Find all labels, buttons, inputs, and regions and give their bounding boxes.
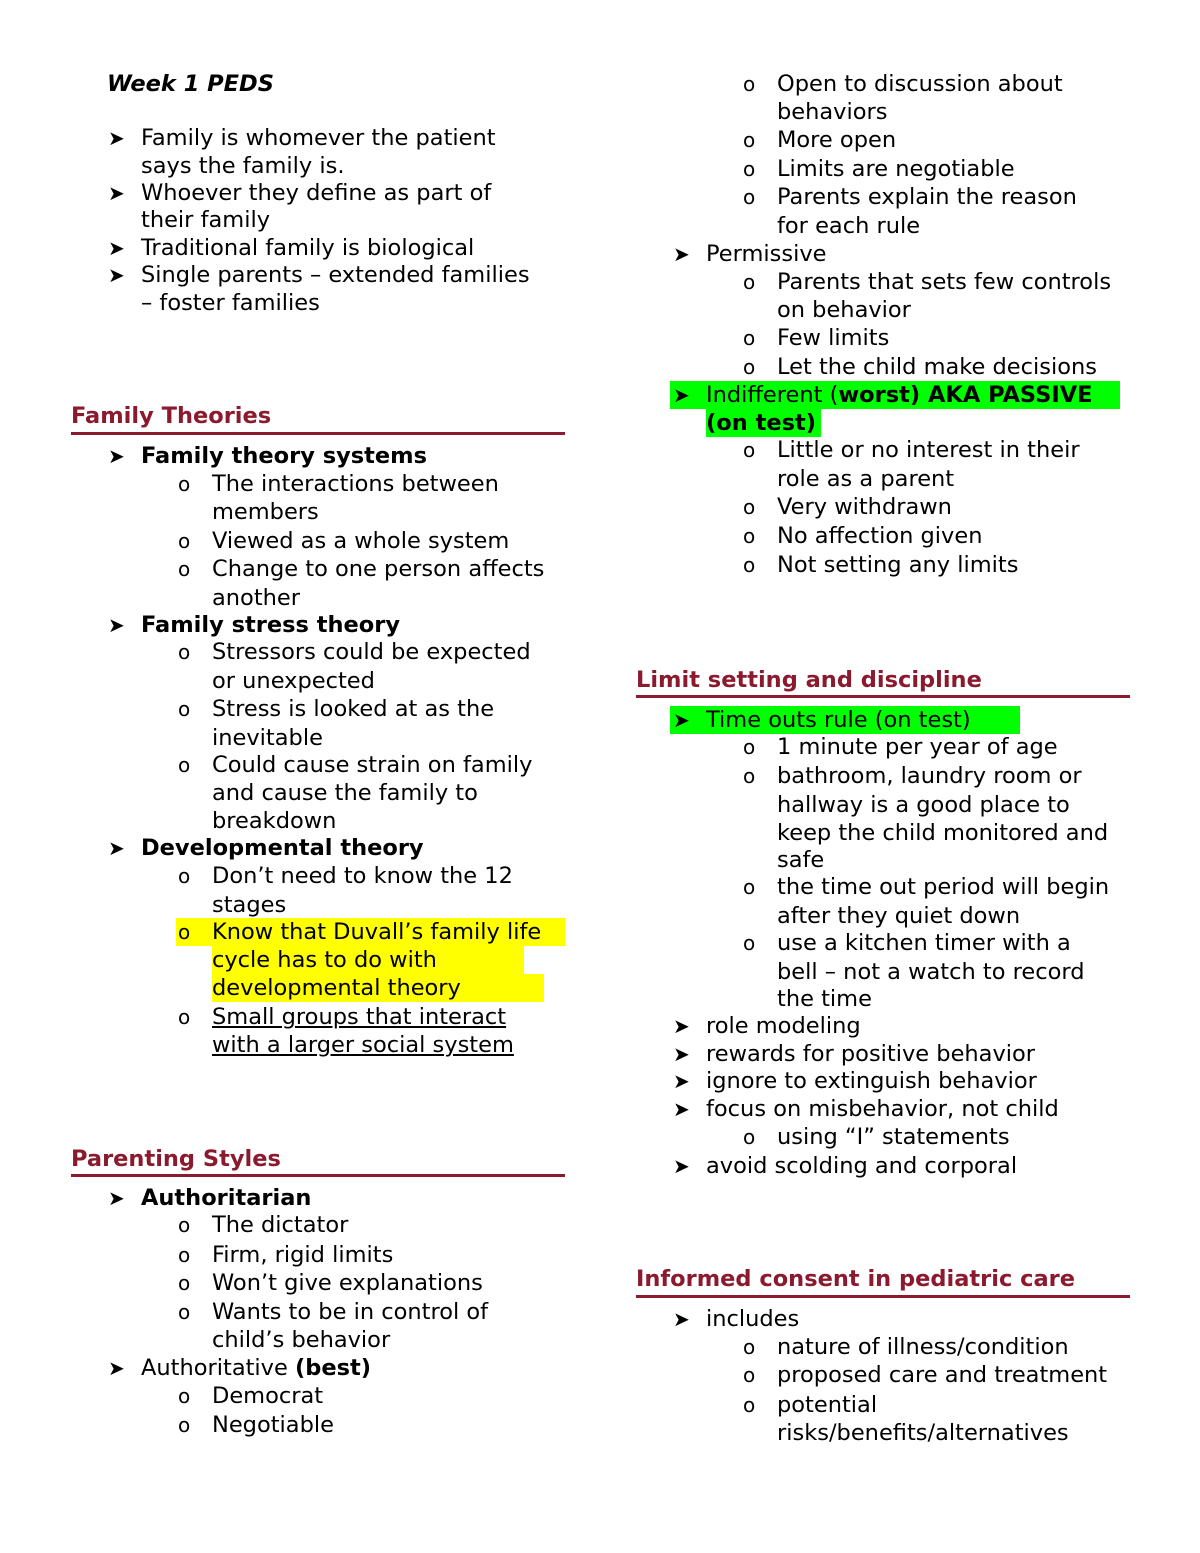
sub-item: Little or no interest in their [777,437,1080,463]
circle-bullet-icon: o [743,326,756,350]
sub-item: No affection given [777,523,983,549]
circle-bullet-icon: o [178,753,191,777]
sub-item-underlined: Small groups that interact [212,1004,507,1030]
sub-item: nature of illness/condition [777,1334,1069,1360]
sub-item: Parents that sets few controls [777,269,1112,295]
list-item: Single parents – extended families [141,262,530,288]
sub-item-cont: on behavior [777,297,911,323]
arrow-bullet-icon: ➤ [673,383,690,407]
sub-item-cont: hallway is a good place to [777,792,1070,818]
list-item: rewards for positive behavior [706,1041,1036,1067]
arrow-bullet-icon: ➤ [673,708,690,732]
list-item: focus on misbehavior, not child [706,1096,1059,1122]
sub-item: Stress is looked at as the [212,696,495,722]
arrow-bullet-icon: ➤ [673,1069,690,1093]
sub-item-cont: for each rule [777,213,921,239]
arrow-bullet-icon: ➤ [108,613,125,637]
circle-bullet-icon: o [178,1300,191,1324]
sub-item-cont: breakdown [212,808,337,834]
circle-bullet-icon: o [178,640,191,664]
list-item [141,1354,371,1382]
heading-rule [636,1295,1130,1298]
sub-item: Don’t need to know the 12 [212,863,513,889]
list-item: ignore to extinguish behavior [706,1068,1037,1094]
list-item-cont: their family [141,207,271,233]
list-item-label: Authoritative [141,1355,295,1381]
circle-bullet-icon: o [178,697,191,721]
list-item: Permissive [706,241,827,267]
circle-bullet-icon: o [743,128,756,152]
circle-bullet-icon: o [743,438,756,462]
sub-item-cont: the time [777,986,872,1012]
list-item: role modeling [706,1013,861,1039]
arrow-bullet-icon: ➤ [108,126,125,150]
circle-bullet-icon: o [178,1413,191,1437]
circle-bullet-icon: o [743,1393,756,1417]
list-item-emphasis: worst) AKA PASSIVE [838,382,1093,408]
sub-item-cont: or unexpected [212,668,375,694]
circle-bullet-icon: o [743,157,756,181]
sub-item-highlighted: Know that Duvall’s family life [212,919,542,945]
sub-item-cont: with a larger social system [212,1032,514,1058]
section-heading-family-theories: Family Theories [71,403,272,429]
sub-item-cont: after they quiet down [777,903,1021,929]
sub-item-cont: risks/benefits/alternatives [777,1420,1069,1446]
list-item: avoid scolding and corporal [706,1153,1018,1179]
sub-item: More open [777,127,897,153]
arrow-bullet-icon: ➤ [673,1154,690,1178]
circle-bullet-icon: o [743,72,756,96]
circle-bullet-icon: o [743,270,756,294]
arrow-bullet-icon: ➤ [673,242,690,266]
arrow-bullet-icon: ➤ [108,836,125,860]
sub-item: Democrat [212,1383,324,1409]
circle-bullet-icon: o [743,553,756,577]
sub-item: bathroom, laundry room or [777,763,1082,789]
sub-item-cont: cycle has to do with [212,947,437,973]
section-heading-informed-consent: Informed consent in pediatric care [636,1266,1075,1292]
sub-item-cont: bell – not a watch to record [777,959,1085,985]
arrow-bullet-icon: ➤ [673,1307,690,1331]
sub-item: Not setting any limits [777,552,1019,578]
circle-bullet-icon: o [743,931,756,955]
circle-bullet-icon: o [743,764,756,788]
circle-bullet-icon: o [743,875,756,899]
circle-bullet-icon: o [178,920,191,944]
heading-rule [636,695,1130,698]
list-item-label: Indifferent ( [706,382,839,408]
sub-item: Parents explain the reason [777,184,1077,210]
sub-item: Change to one person affects [212,556,545,582]
section-heading-limit-setting: Limit setting and discipline [636,667,982,693]
arrow-bullet-icon: ➤ [108,236,125,260]
sub-item-cont: developmental theory [212,975,461,1001]
circle-bullet-icon: o [743,1125,756,1149]
sub-item-cont: keep the child monitored and [777,820,1109,846]
arrow-bullet-icon: ➤ [673,1097,690,1121]
list-item-highlighted [706,381,1092,409]
sub-item: Very withdrawn [777,494,952,520]
arrow-bullet-icon: ➤ [108,1186,125,1210]
list-item-cont: – foster families [141,290,320,316]
sub-item: 1 minute per year of age [777,734,1058,760]
sub-item: potential [777,1392,878,1418]
list-item: includes [706,1306,800,1332]
sub-item: Open to discussion about [777,71,1063,97]
list-item: Authoritarian [141,1185,312,1211]
arrow-bullet-icon: ➤ [673,1042,690,1066]
list-item: Family theory systems [141,443,427,469]
circle-bullet-icon: o [743,524,756,548]
circle-bullet-icon: o [178,1243,191,1267]
sub-item: Limits are negotiable [777,156,1015,182]
sub-item: Firm, rigid limits [212,1242,394,1268]
list-item: Family stress theory [141,612,400,638]
sub-item: proposed care and treatment [777,1362,1108,1388]
circle-bullet-icon: o [178,529,191,553]
arrow-bullet-icon: ➤ [673,1014,690,1038]
arrow-bullet-icon: ➤ [108,263,125,287]
circle-bullet-icon: o [743,495,756,519]
circle-bullet-icon: o [178,864,191,888]
sub-item-cont: child’s behavior [212,1327,391,1353]
sub-item: Few limits [777,325,890,351]
list-item-highlighted: Time outs rule (on test) [706,707,971,733]
sub-item: Negotiable [212,1412,334,1438]
circle-bullet-icon: o [178,1271,191,1295]
section-heading-parenting-styles: Parenting Styles [71,1146,281,1172]
sub-item: Let the child make decisions [777,354,1097,380]
sub-item-cont: stages [212,892,287,918]
sub-item: The interactions between [212,471,499,497]
circle-bullet-icon: o [178,1213,191,1237]
sub-item: Stressors could be expected [212,639,531,665]
circle-bullet-icon: o [178,557,191,581]
sub-item-cont: another [212,585,300,611]
arrow-bullet-icon: ➤ [108,444,125,468]
sub-item-cont: safe [777,847,825,873]
circle-bullet-icon: o [743,735,756,759]
circle-bullet-icon: o [178,1005,191,1029]
list-item-cont: (on test) [706,410,817,436]
list-item-cont: says the family is. [141,153,345,179]
list-item: Developmental theory [141,835,424,861]
sub-item: the time out period will begin [777,874,1110,900]
list-item-emphasis: (best) [295,1355,372,1381]
sub-item: Won’t give explanations [212,1270,483,1296]
circle-bullet-icon: o [178,1384,191,1408]
circle-bullet-icon: o [178,472,191,496]
sub-item-cont: behaviors [777,99,888,125]
sub-item: using “I” statements [777,1124,1010,1150]
sub-item: use a kitchen timer with a [777,930,1071,956]
arrow-bullet-icon: ➤ [108,181,125,205]
list-item: Whoever they define as part of [141,180,492,206]
sub-item-cont: and cause the family to [212,780,478,806]
sub-item-cont: inevitable [212,725,323,751]
sub-item: The dictator [212,1212,349,1238]
arrow-bullet-icon: ➤ [108,1356,125,1380]
heading-rule [71,1174,565,1177]
circle-bullet-icon: o [743,355,756,379]
circle-bullet-icon: o [743,1363,756,1387]
list-item: Family is whomever the patient [141,125,496,151]
circle-bullet-icon: o [743,185,756,209]
page-title: Week 1 PEDS [107,71,274,97]
list-item: Traditional family is biological [141,235,475,261]
sub-item: Could cause strain on family [212,752,533,778]
sub-item-cont: role as a parent [777,466,955,492]
sub-item: Viewed as a whole system [212,528,510,554]
circle-bullet-icon: o [743,1335,756,1359]
sub-item-cont: members [212,499,319,525]
sub-item: Wants to be in control of [212,1299,489,1325]
heading-rule [71,432,565,435]
